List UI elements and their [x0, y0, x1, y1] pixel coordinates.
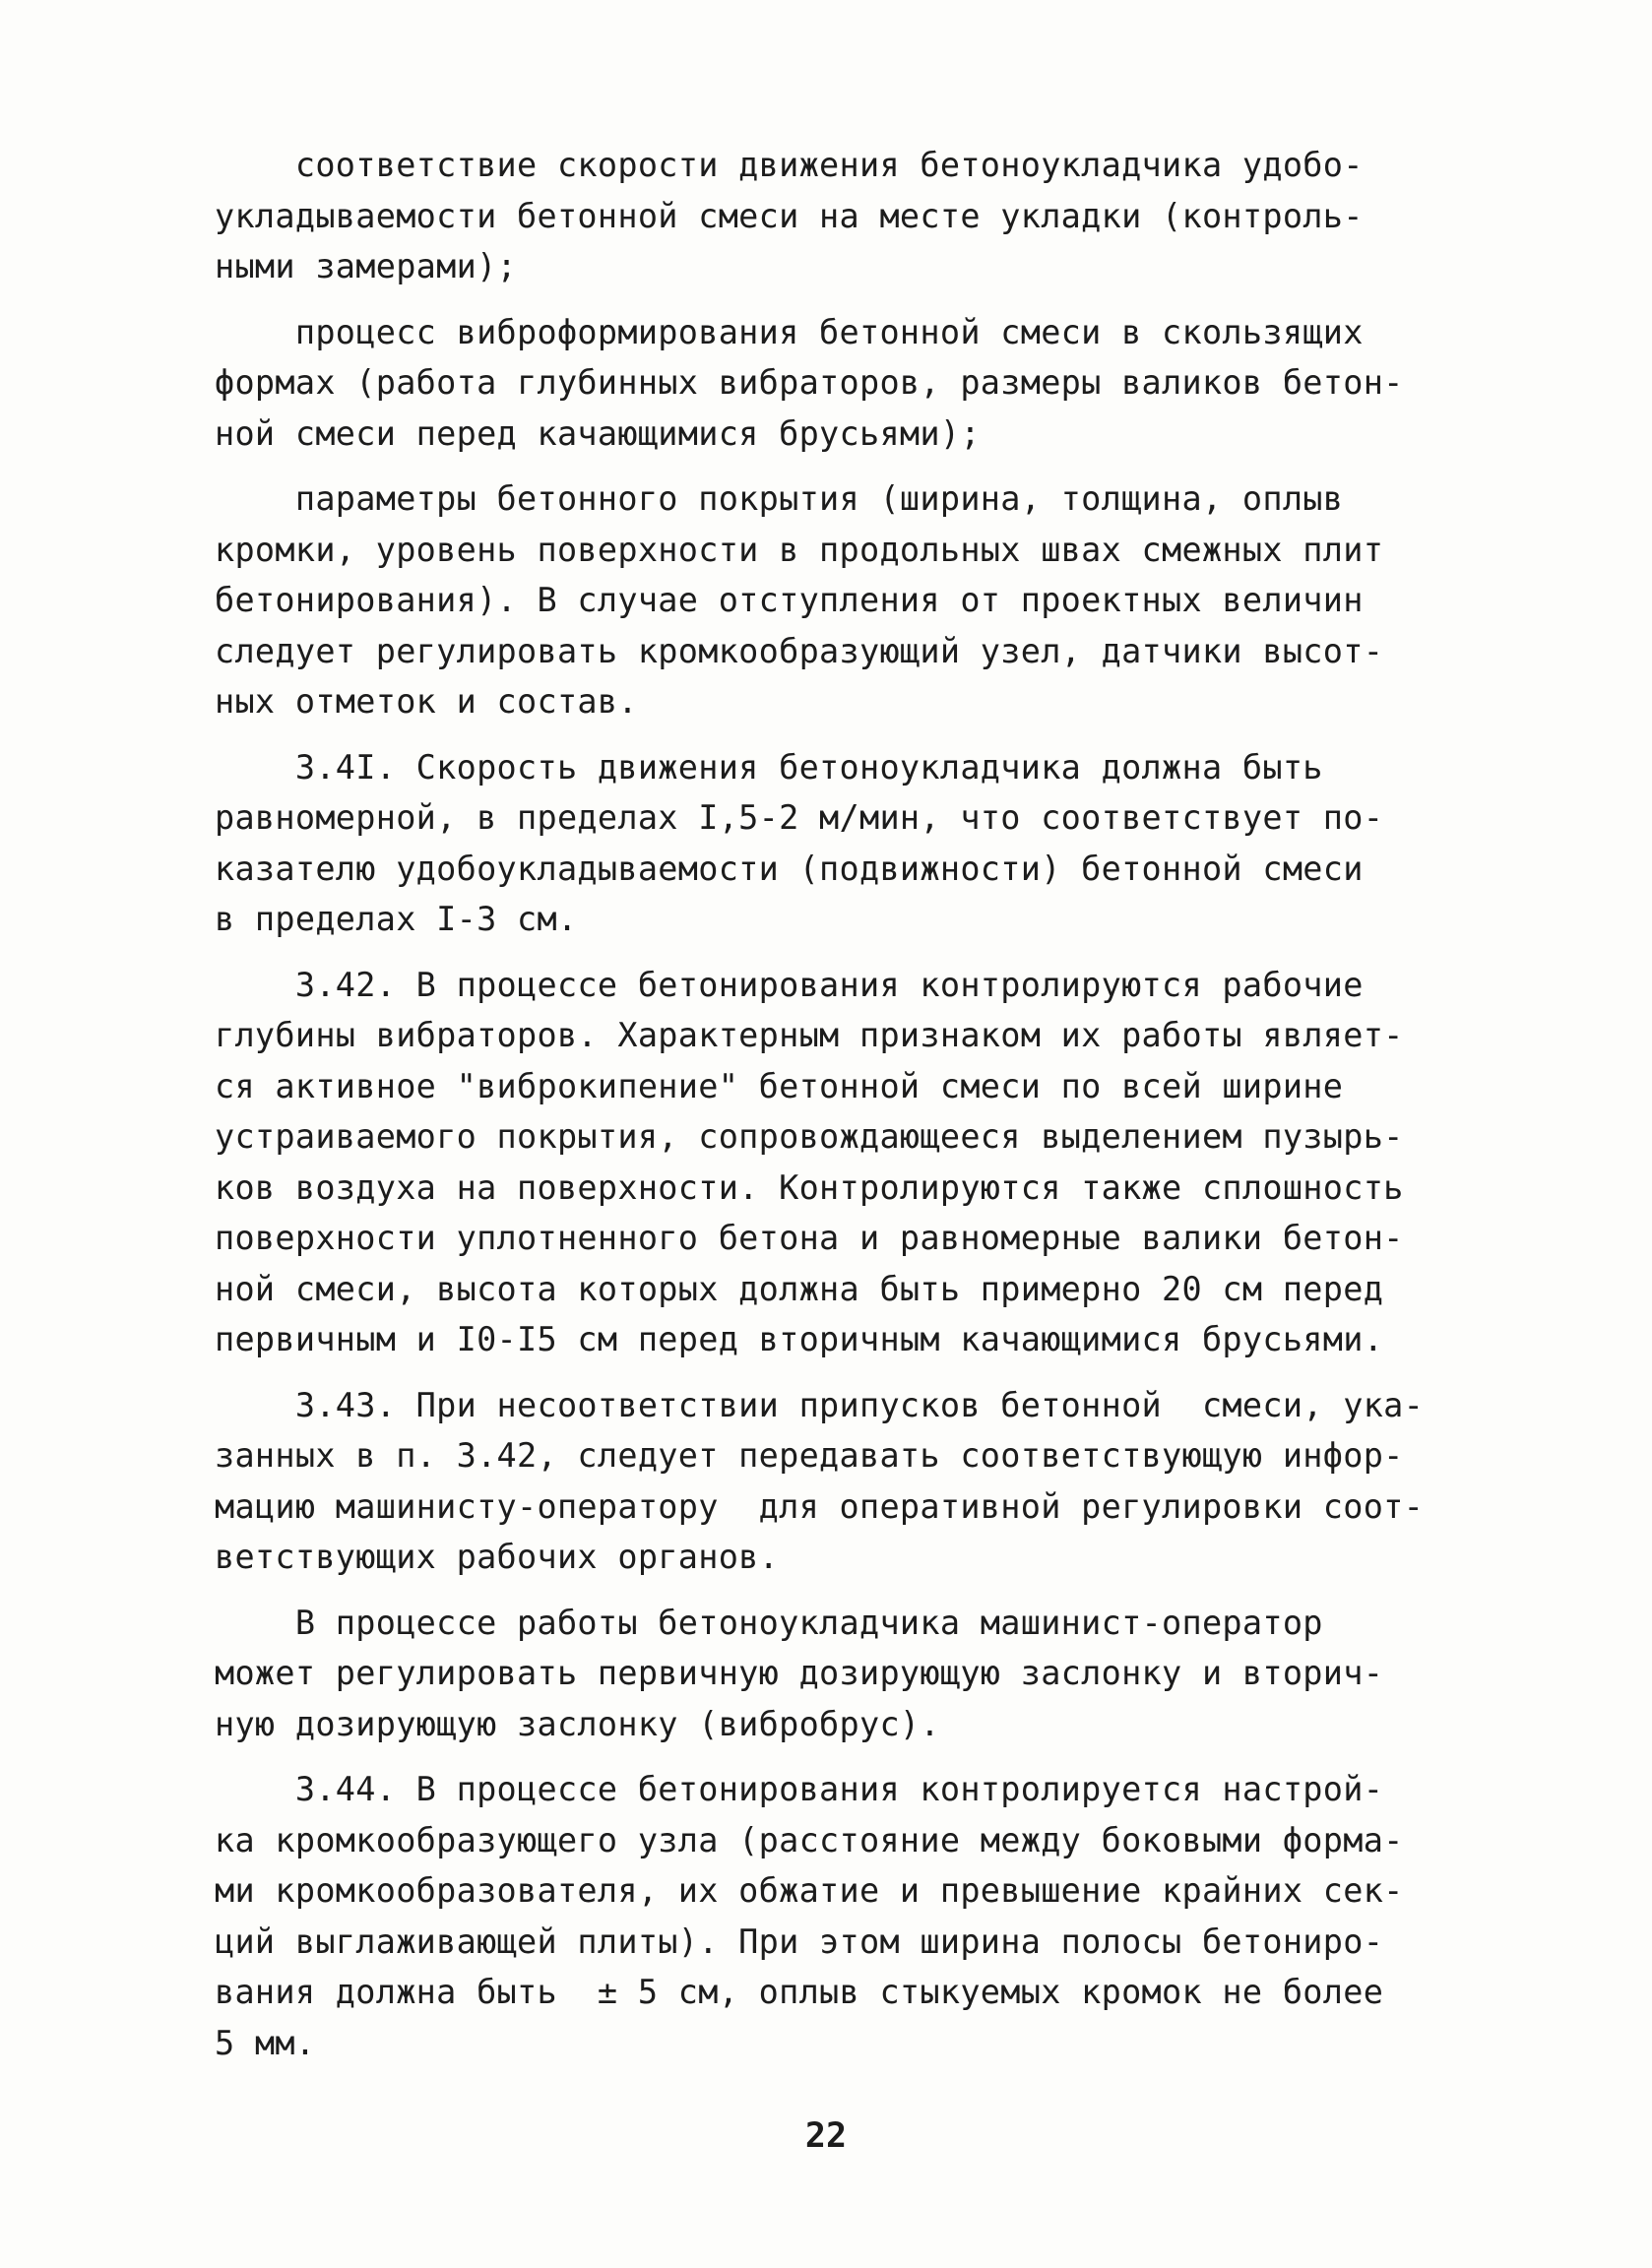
- text-line: ми кромкообразователя, их обжатие и превышение крайних сек-: [215, 1871, 1404, 1910]
- text-line: параметры бетонного покрытия (ширина, толщина, оплыв: [215, 479, 1344, 518]
- text-line: казателю удобоукладываемости (подвижности) бетонной смеси: [215, 849, 1364, 888]
- text-line: 3.42. В процессе бетонирования контролируются рабочие: [215, 965, 1364, 1004]
- paragraph-p6: [215, 1380, 1450, 1583]
- text-line: вания должна быть ± 5 см, оплыв стыкуемых кромок не более: [215, 1973, 1384, 2011]
- text-line: первичным и I0-I5 см перед вторичным качающимися брусьями.: [215, 1320, 1384, 1358]
- text-line: 3.44. В процессе бетонирования контролируется настрой-: [215, 1770, 1384, 1808]
- text-line: мацию машинисту-оператору для оперативной регулировки соот-: [215, 1486, 1425, 1526]
- text-line: занных в п. 3.42, следует передавать соответствующую инфор-: [215, 1436, 1404, 1475]
- paragraph-p3: [215, 473, 1450, 727]
- text-line: устраиваемого покрытия, сопровождающееся выделением пузырь-: [215, 1117, 1404, 1156]
- text-line: может регулировать первичную дозирующую заслонку и вторич-: [215, 1654, 1384, 1692]
- text-line: укладываемости бетонной смеси на месте укладки (контроль-: [215, 196, 1364, 235]
- text-line: ветствующих рабочих органов.: [215, 1538, 780, 1576]
- text-line: равномерной, в пределах I,5-2 м/мин, что соответствует по-: [215, 798, 1384, 837]
- text-line: ной смеси перед качающимися брусьями);: [215, 413, 981, 453]
- paragraph-p5: [215, 960, 1450, 1365]
- text-line: в пределах I-3 см.: [215, 900, 578, 938]
- text-line: бетонирования). В случае отступления от проектных величин: [215, 581, 1364, 619]
- paragraph-p2: [215, 307, 1450, 460]
- text-line: 3.4I. Скорость движения бетоноукладчика должна быть: [215, 747, 1323, 787]
- text-line: ка кромкообразующего узла (расстояние между боковыми форма-: [215, 1820, 1404, 1859]
- text-line: 5 мм.: [215, 2023, 316, 2062]
- text-line: ных отметок и состав.: [215, 682, 638, 721]
- text-line: поверхности уплотненного бетона и равномерные валики бетон-: [215, 1219, 1404, 1257]
- text-line: кромки, уровень поверхности в продольных швах смежных плит: [215, 530, 1384, 569]
- text-line: следует регулировать кромкообразующий узел, датчики высот-: [215, 631, 1384, 670]
- text-line: 3.43. При несоответствии припусков бетонной смеси, ука-: [215, 1385, 1425, 1424]
- text-line: глубины вибраторов. Характерным признаком их работы являет-: [215, 1016, 1404, 1054]
- text-line: ной смеси, высота которых должна быть примерно 20 см перед: [215, 1269, 1384, 1308]
- paragraph-p4: [215, 742, 1450, 945]
- text-line: формах (работа глубинных вибраторов, размеры валиков бетон-: [215, 363, 1404, 402]
- page-number: 22: [804, 2116, 848, 2156]
- text-line: В процессе работы бетоноукладчика машинист-оператор: [215, 1603, 1323, 1642]
- paragraph-p8: [215, 1764, 1450, 2068]
- text-line: ций выглаживающей плиты). При этом ширина полосы бетониро-: [215, 1922, 1384, 1961]
- text-line: соответствие скорости движения бетоноукладчика удобо-: [215, 146, 1364, 184]
- paragraph-p1: [215, 140, 1450, 292]
- body-text: [215, 140, 1450, 2083]
- text-line: ную дозирующую заслонку (вибробрус).: [215, 1704, 940, 1743]
- text-line: процесс виброформирования бетонной смеси в скользящих: [215, 312, 1364, 351]
- text-line: ся активное "виброкипение" бетонной смеси по всей ширине: [215, 1066, 1344, 1105]
- text-line: ными замерами);: [215, 247, 518, 285]
- paragraph-p7: [215, 1598, 1450, 1750]
- text-line: ков воздуха на поверхности. Контролируются также сплошность: [215, 1167, 1404, 1207]
